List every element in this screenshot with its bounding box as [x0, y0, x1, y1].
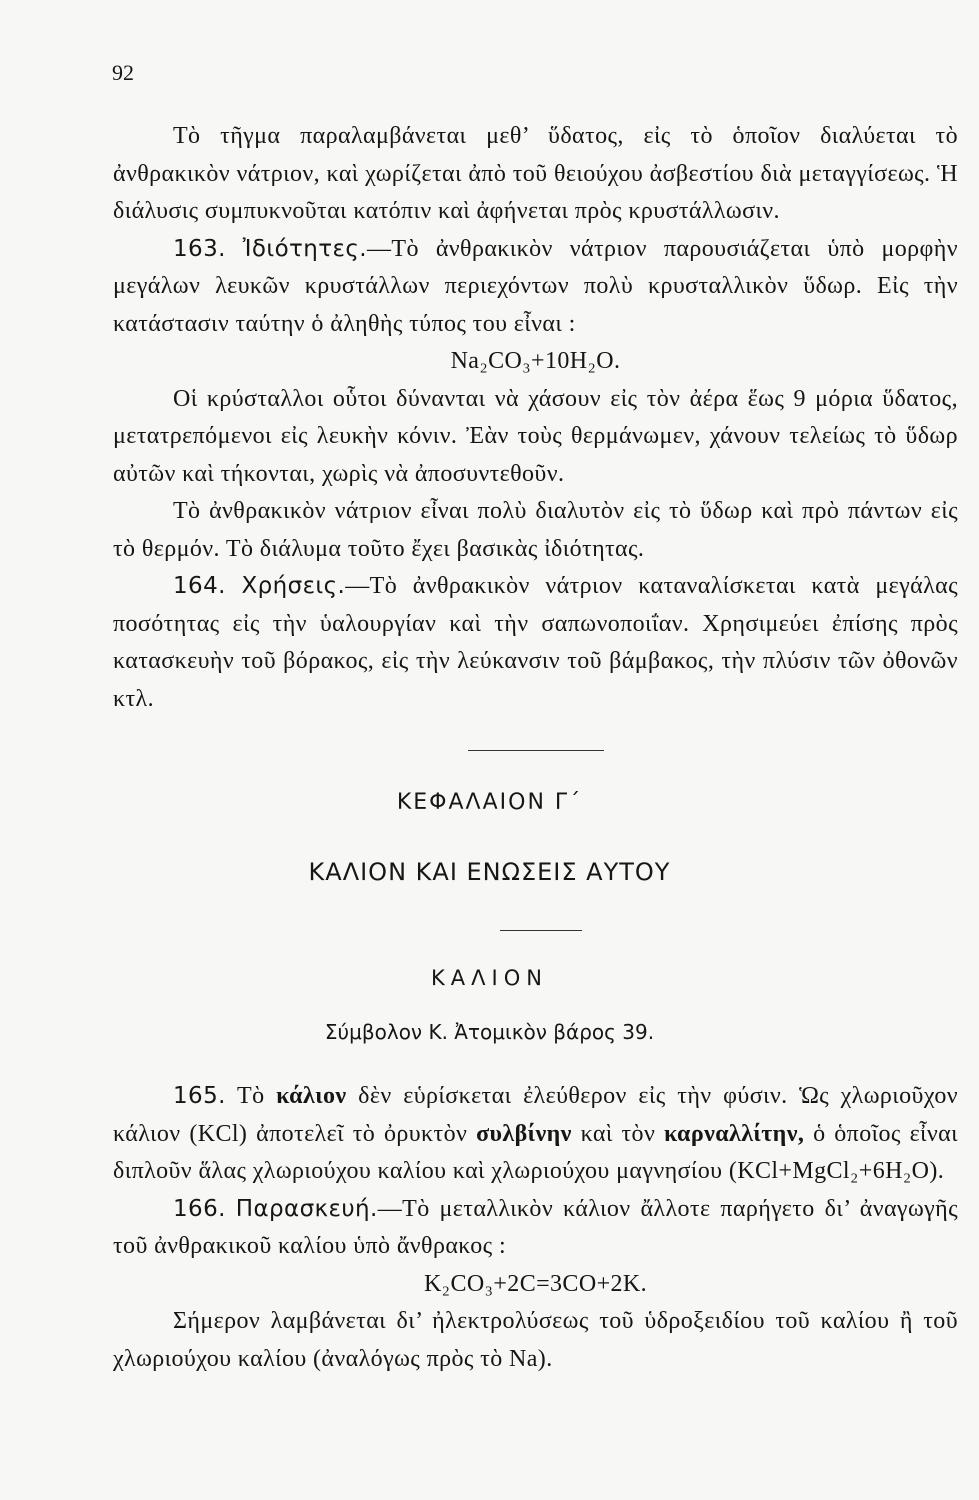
section-163 — [113, 231, 958, 344]
section-text: καὶ τὸν — [571, 1120, 665, 1147]
section-164 — [113, 568, 958, 718]
chapter-subtitle: ΚΑΛΙΟΝ — [431, 966, 548, 990]
section-number: 166. — [173, 1195, 226, 1222]
section-number: 164. — [173, 573, 226, 599]
lower-text-block — [113, 1078, 958, 1378]
section-text: —Τὸ μεταλλικὸν κάλιον ἄλλοτε παρήγετο δι’ ἀναγωγῆς τοῦ ἀνθρακικοῦ καλίου ὑπὸ ἄνθρακος : — [113, 1195, 958, 1259]
paragraph: Οἱ κρύσταλλοι οὗτοι δύνανται νὰ χάσουν εἰς τὸν ἀέρα ἕως 9 μόρια ὕδατος, μετατρεπόμενοι εἰς λευκὴν κόνιν. Ἐὰν τοὺς θερμάνωμεν, χάνουν τελείως τὸ ὕδωρ αὐτῶν καὶ τήκονται, χωρὶς νὰ ἀποσυντεθοῦν. — [113, 385, 958, 487]
formula-line — [113, 1266, 958, 1304]
section-number: 165. — [173, 1083, 226, 1109]
section-text: —Τὸ ἀνθρακικὸν νάτριον παρουσιάζεται ὑπὸ μορφὴν μεγάλων λευκῶν κρυστάλλων περιεχόντων πολὺ κρυσταλλικὸν ὕδωρ. Εἰς τὴν κατάστασιν ταύτην ὁ ἀληθὴς τύπος του εἶναι : — [113, 235, 958, 337]
section-166 — [113, 1191, 958, 1266]
upper-text-block — [113, 118, 958, 718]
chemical-formula: K₂CO₃+2C=3CO+2K. — [423, 1270, 648, 1297]
section-heading: Χρήσεις. — [241, 573, 346, 599]
section-heading: Παρασκευή. — [235, 1195, 378, 1222]
section-text: —Τὸ ἀνθρακικὸν νάτριον καταναλίσκεται κατὰ μεγάλας ποσότητας εἰς τὴν ὑαλουργίαν καὶ τὴν σαπωνοποιΐαν. Χρησιμεύει ἐπίσης πρὸς κατασκευὴν τοῦ βόρακος, εἰς τὴν λεύκανσιν τοῦ βάμβακος, τὴν πλύσιν τῶν ὀθονῶν κτλ. — [113, 573, 959, 712]
page-number: 92 — [112, 60, 134, 85]
divider — [468, 750, 604, 751]
bold-term: συλβίνην — [476, 1120, 572, 1147]
bold-term: καρναλλίτην, — [664, 1120, 805, 1147]
paragraph: Τὸ ἀνθρακικὸν νάτριον εἶναι πολὺ διαλυτὸν εἰς τὸ ὕδωρ καὶ πρὸ πάντων εἰς τὸ θερμόν. Τὸ διάλυμα τοῦτο ἔχει βασικὰς ἰδιότητας. — [113, 498, 958, 562]
section-text: δὲν εὑρίσκεται ἐλεύθερον εἰς τὴν φύσιν. Ὡς χλωριοῦχον κάλιον (KCl) ἀποτελεῖ τὸ ὀρυκτὸν — [113, 1083, 958, 1147]
section-number: 163. — [173, 235, 226, 262]
chapter-title: ΚΑΛΙΟΝ ΚΑΙ ΕΝΩΣΕΙΣ ΑΥΤΟΥ — [308, 858, 671, 886]
chapter-label: ΚΕΦΑΛΑΙΟΝ Γ΄ — [396, 790, 583, 815]
divider — [500, 930, 582, 931]
chemical-formula: Na₂CO₃+10H₂O. — [450, 348, 621, 374]
paragraph: Σήμερον λαμβάνεται δι’ ἠλεκτρολύσεως τοῦ ὑδροξειδίου τοῦ καλίου ἢ τοῦ χλωριούχου καλίου (ἀναλόγως πρὸς τὸ Na). — [113, 1308, 958, 1372]
section-text: ὁ ὁποῖος εἶναι διπλοῦν ἅλας χλωριούχου καλίου καὶ χλωριούχου μαγνησίου (KCl+MgCl₂+6H₂O). — [113, 1120, 958, 1184]
bold-term: κάλιον — [276, 1083, 347, 1109]
paragraph: Τὸ τῆγμα παραλαμβάνεται μεθ’ ὕδατος, εἰς τὸ ὁποῖον διαλύεται τὸ ἀνθρακικὸν νάτριον, καὶ χωρίζεται ἀπὸ τοῦ θειούχου ἀσβεστίου διὰ μεταγγίσεως. Ἡ διάλυσις συμπυκνοῦται κατόπιν καὶ ἀφήνεται πρὸς κρυστάλλωσιν. — [113, 123, 958, 224]
section-heading: Ἰδιότητες. — [242, 235, 367, 262]
formula-line — [113, 343, 958, 381]
section-text: Τὸ — [237, 1083, 277, 1109]
symbol-line: Σύμβολον Κ. Ἀτομικὸν βάρος 39. — [324, 1020, 655, 1044]
section-165 — [113, 1078, 958, 1191]
